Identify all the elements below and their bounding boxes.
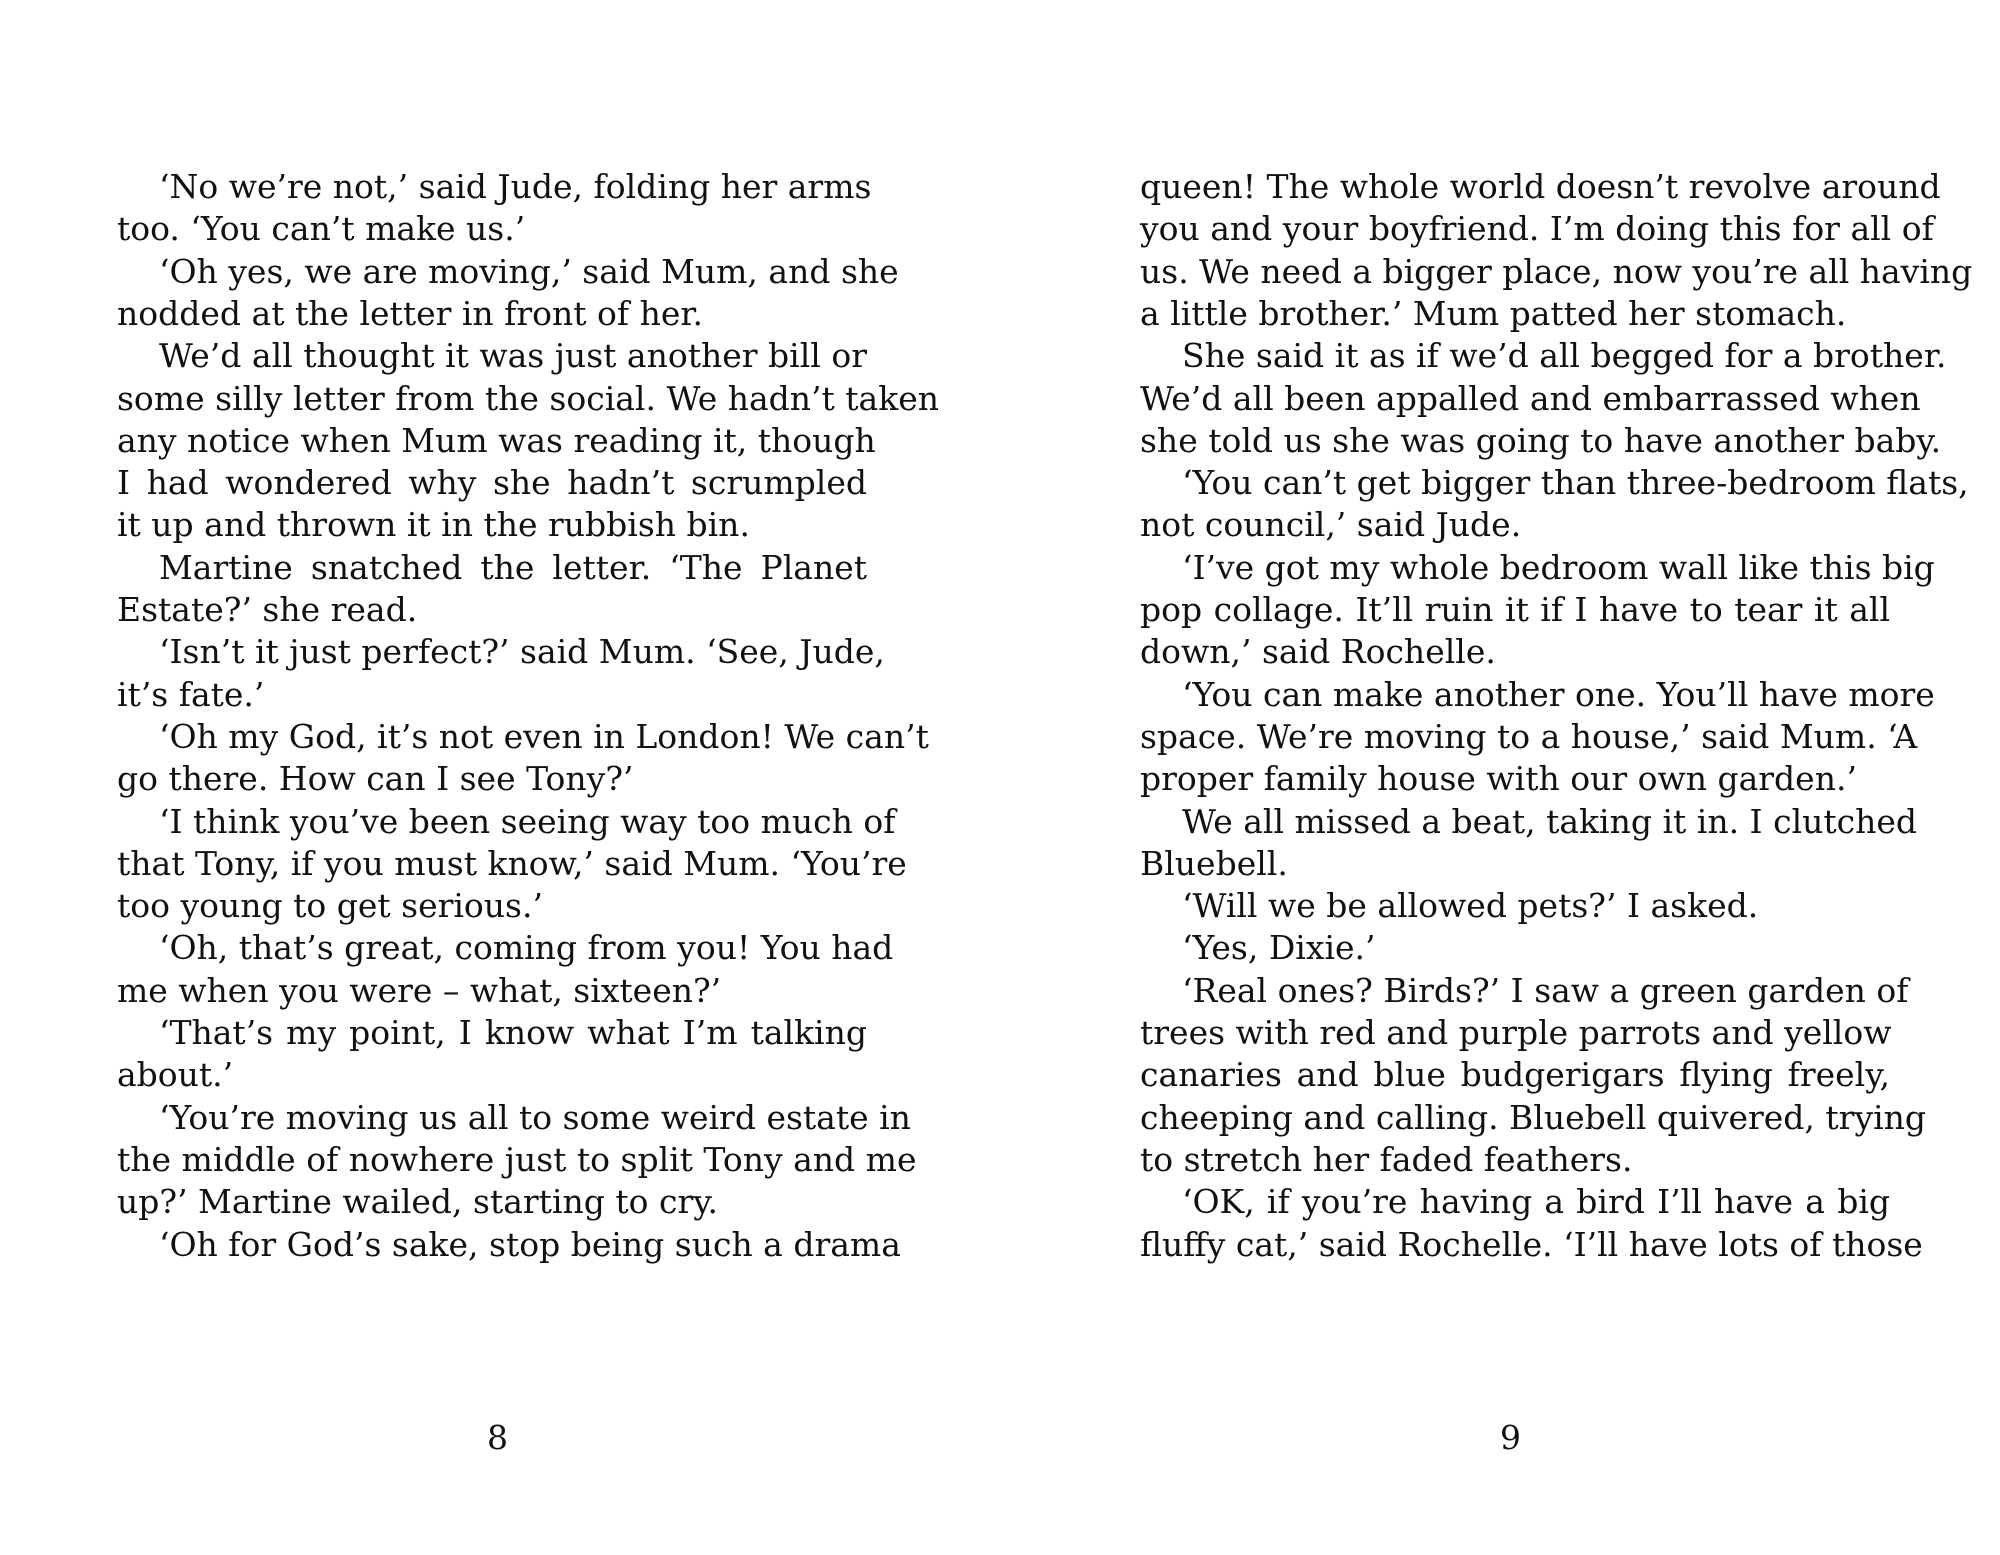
text-line: ‘Real ones? Birds?’ I saw a green garden of <box>1182 971 1909 1010</box>
text-line: me when you were – what, sixteen?’ <box>117 971 722 1010</box>
text-line: ‘I’ve got my whole bedroom wall like this big <box>1182 548 1935 587</box>
text-line: pop collage. It’ll ruin it if I have to tear it all <box>1140 590 1890 629</box>
text-line: ‘Oh, that’s great, coming from you! You had <box>159 928 894 967</box>
text-line: ‘Will we be allowed pets?’ I asked. <box>1182 886 1759 925</box>
text-line: about.’ <box>117 1055 234 1094</box>
text-line: She said it as if we’d all begged for a brother. <box>1182 336 1947 375</box>
text-line: ‘I think you’ve been seeing way too much of <box>159 802 896 841</box>
text-line: ‘Oh for God’s sake, stop being such a drama <box>159 1225 901 1264</box>
text-line: ‘Oh yes, we are moving,’ said Mum, and she <box>159 252 899 291</box>
text-line: Estate?’ she read. <box>117 590 418 629</box>
page-number-left: 8 <box>487 1418 508 1457</box>
text-line: We’d all been appalled and embarrassed when <box>1140 379 1921 418</box>
text-line: trees with red and purple parrots and yellow <box>1140 1013 1892 1052</box>
text-line: ‘You can’t get bigger than three-bedroom flats, <box>1182 463 1969 502</box>
text-line: some silly letter from the social. We hadn’t taken <box>117 379 939 418</box>
text-line: proper family house with our own garden.’ <box>1140 759 1857 798</box>
text-line: ‘Isn’t it just perfect?’ said Mum. ‘See, Jude, <box>159 632 885 671</box>
text-line: ‘No we’re not,’ said Jude, folding her arms <box>159 167 872 206</box>
text-line: I had wondered why she hadn’t scrumpled <box>117 463 867 502</box>
text-line: We all missed a beat, taking it in. I clutched <box>1182 802 1918 841</box>
text-line: ‘You can make another one. You’ll have more <box>1182 675 1935 714</box>
text-line: down,’ said Rochelle. <box>1140 632 1496 671</box>
text-line: cheeping and calling. Bluebell quivered, trying <box>1140 1098 1927 1137</box>
text-line: Martine snatched the letter. ‘The Planet <box>159 548 867 587</box>
text-line: a little brother.’ Mum patted her stomach. <box>1140 294 1847 333</box>
text-line: nodded at the letter in front of her. <box>117 294 704 333</box>
text-line: too. ‘You can’t make us.’ <box>117 209 526 248</box>
text-line: any notice when Mum was reading it, though <box>117 421 876 460</box>
text-line: queen! The whole world doesn’t revolve around <box>1140 167 1941 206</box>
text-line: space. We’re moving to a house,’ said Mum. ‘A <box>1140 717 1918 756</box>
text-line: it up and thrown it in the rubbish bin. <box>117 505 750 544</box>
text-line: you and your boyfriend. I’m doing this for all of <box>1140 209 1934 248</box>
text-line: ‘You’re moving us all to some weird estate in <box>159 1098 911 1137</box>
text-line: go there. How can I see Tony?’ <box>117 759 634 798</box>
text-line: canaries and blue budgerigars flying freely, <box>1140 1055 1890 1094</box>
text-line: to stretch her faded feathers. <box>1140 1140 1633 1179</box>
text-line: us. We need a bigger place, now you’re all having <box>1140 252 1973 291</box>
text-line: ‘Oh my God, it’s not even in London! We can’t <box>159 717 929 756</box>
text-line: ‘OK, if you’re having a bird I’ll have a big <box>1182 1182 1890 1221</box>
text-line: ‘That’s my point, I know what I’m talking <box>159 1013 867 1052</box>
text-line: she told us she was going to have another baby. <box>1140 421 1942 460</box>
text-line: up?’ Martine wailed, starting to cry. <box>117 1182 718 1221</box>
text-line: ‘Yes, Dixie.’ <box>1182 928 1376 967</box>
text-line: the middle of nowhere just to split Tony and me <box>117 1140 917 1179</box>
text-line: Bluebell. <box>1140 844 1288 883</box>
text-line: that Tony, if you must know,’ said Mum. ‘You’re <box>117 844 907 883</box>
page-number-right: 9 <box>1500 1418 1521 1457</box>
text-line: not council,’ said Jude. <box>1140 505 1522 544</box>
text-line: too young to get serious.’ <box>117 886 543 925</box>
text-line: We’d all thought it was just another bill or <box>159 336 867 375</box>
text-line: fluffy cat,’ said Rochelle. ‘I’ll have lots of those <box>1140 1225 1923 1264</box>
text-line: it’s fate.’ <box>117 675 265 714</box>
